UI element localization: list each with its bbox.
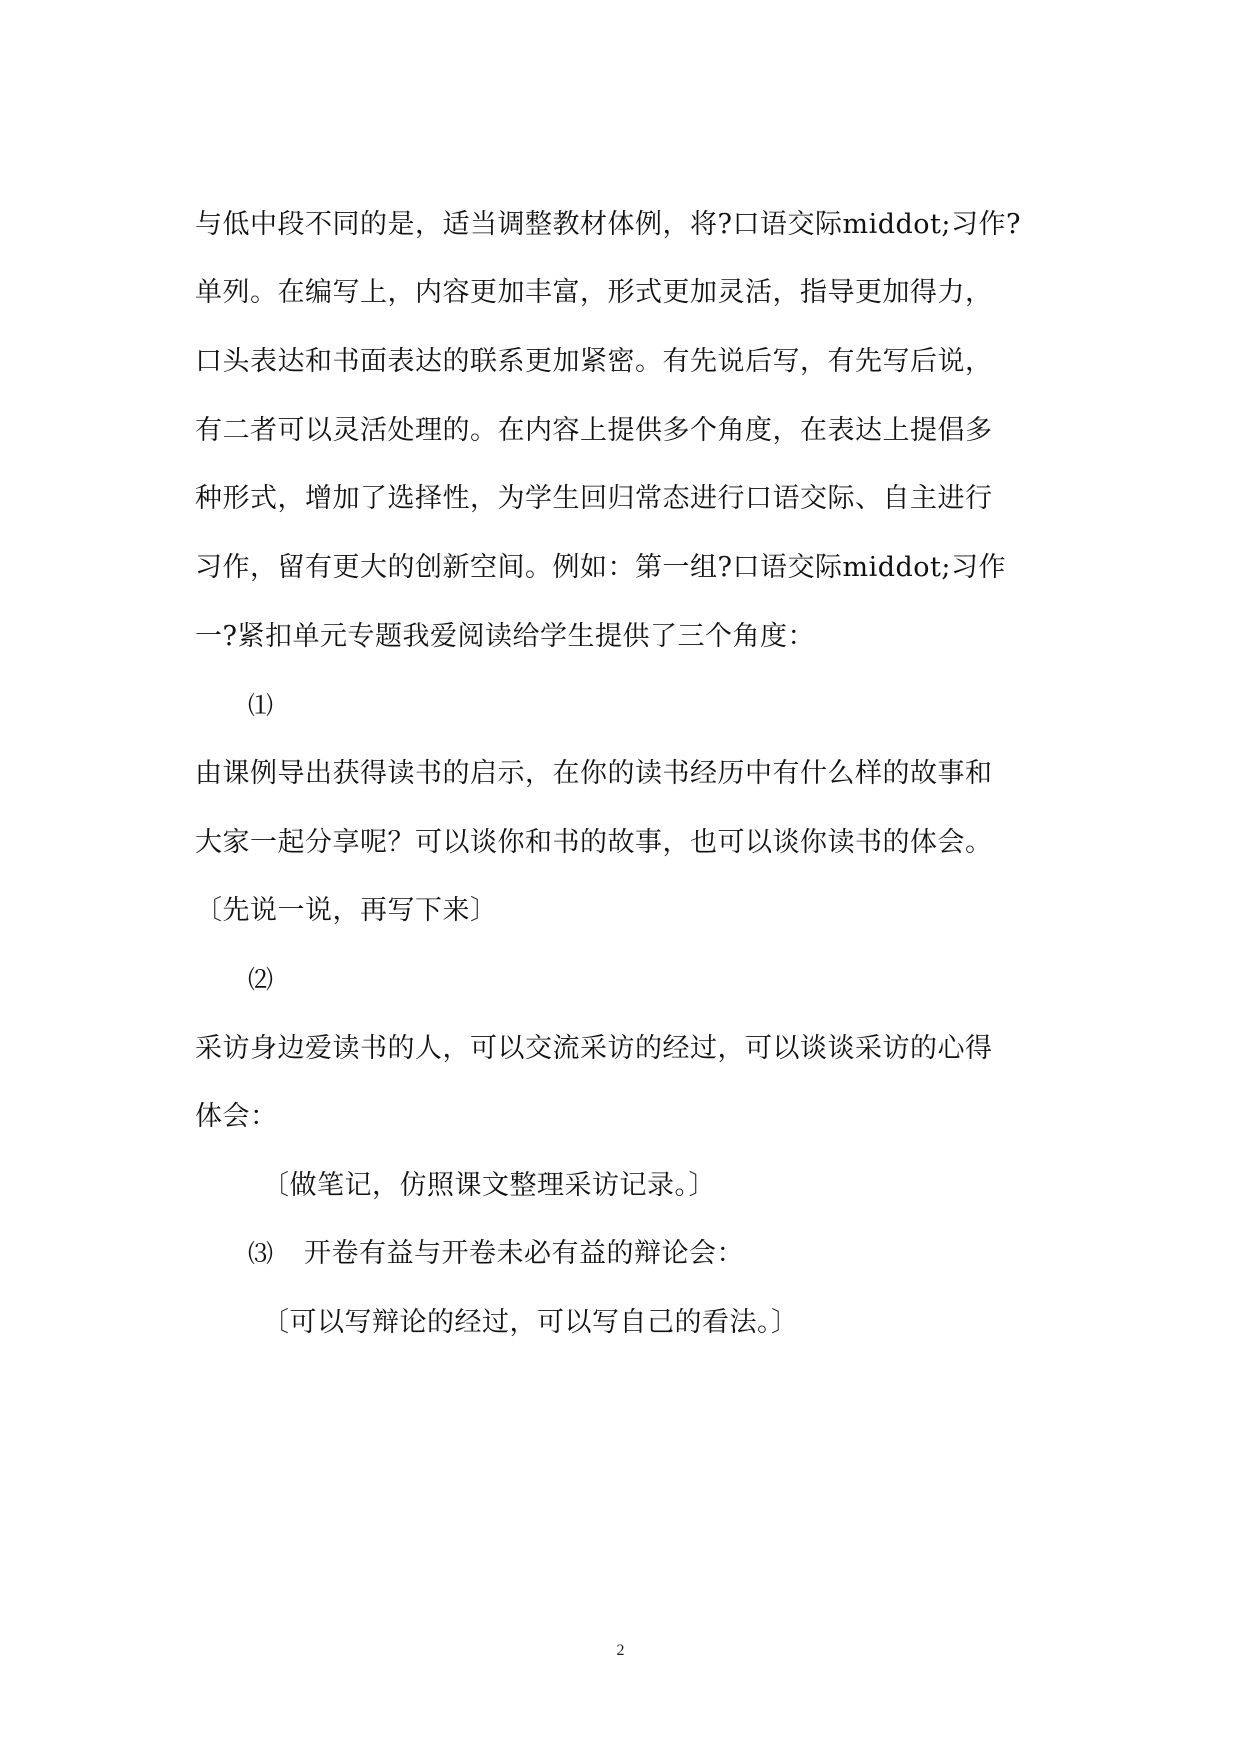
item-2-note: 〔做笔记，仿照课文整理采访记录。〕 <box>262 1170 716 1201</box>
paragraph-1-line-4: 有二者可以灵活处理的。在内容上提供多个角度，在表达上提倡多 <box>195 415 993 446</box>
item-1-marker: ⑴ <box>248 691 274 720</box>
paragraph-1-line-6: 习作，留有更大的创新空间。例如：第一组?口语交际middot;习作 <box>195 552 1006 583</box>
item-1-line-2: 大家一起分享呢？可以谈你和书的故事，也可以谈你读书的体会。 <box>195 827 993 858</box>
item-3-text: 开卷有益与开卷未必有益的辩论会： <box>304 1238 744 1269</box>
paragraph-1-line-2: 单列。在编写上，内容更加丰富，形式更加灵活，指导更加得力， <box>195 277 993 308</box>
item-3-note: 〔可以写辩论的经过，可以写自己的看法。〕 <box>262 1307 799 1338</box>
item-3-marker: ⑶ <box>248 1239 274 1268</box>
item-1-line-3: 〔先说一说，再写下来〕 <box>195 895 498 926</box>
item-1-line-1: 由课例导出获得读书的启示，在你的读书经历中有什么样的故事和 <box>195 758 993 789</box>
item-2-marker: ⑵ <box>248 965 274 994</box>
paragraph-1-line-7: 一?紧扣单元专题我爱阅读给学生提供了三个角度： <box>195 621 815 652</box>
item-2-line-2: 体会： <box>195 1101 278 1132</box>
paragraph-1-line-3: 口头表达和书面表达的联系更加紧密。有先说后写，有先写后说， <box>195 346 993 377</box>
paragraph-1-line-5: 种形式，增加了选择性，为学生回归常态进行口语交际、自主进行 <box>195 483 993 514</box>
paragraph-1-line-1: 与低中段不同的是，适当调整教材体例，将?口语交际middot;习作? <box>195 209 1021 240</box>
item-3-line <box>248 1236 744 1272</box>
page-number: 2 <box>616 1642 625 1659</box>
item-2-line-1: 采访身边爱读书的人，可以交流采访的经过，可以谈谈采访的心得 <box>195 1033 993 1064</box>
